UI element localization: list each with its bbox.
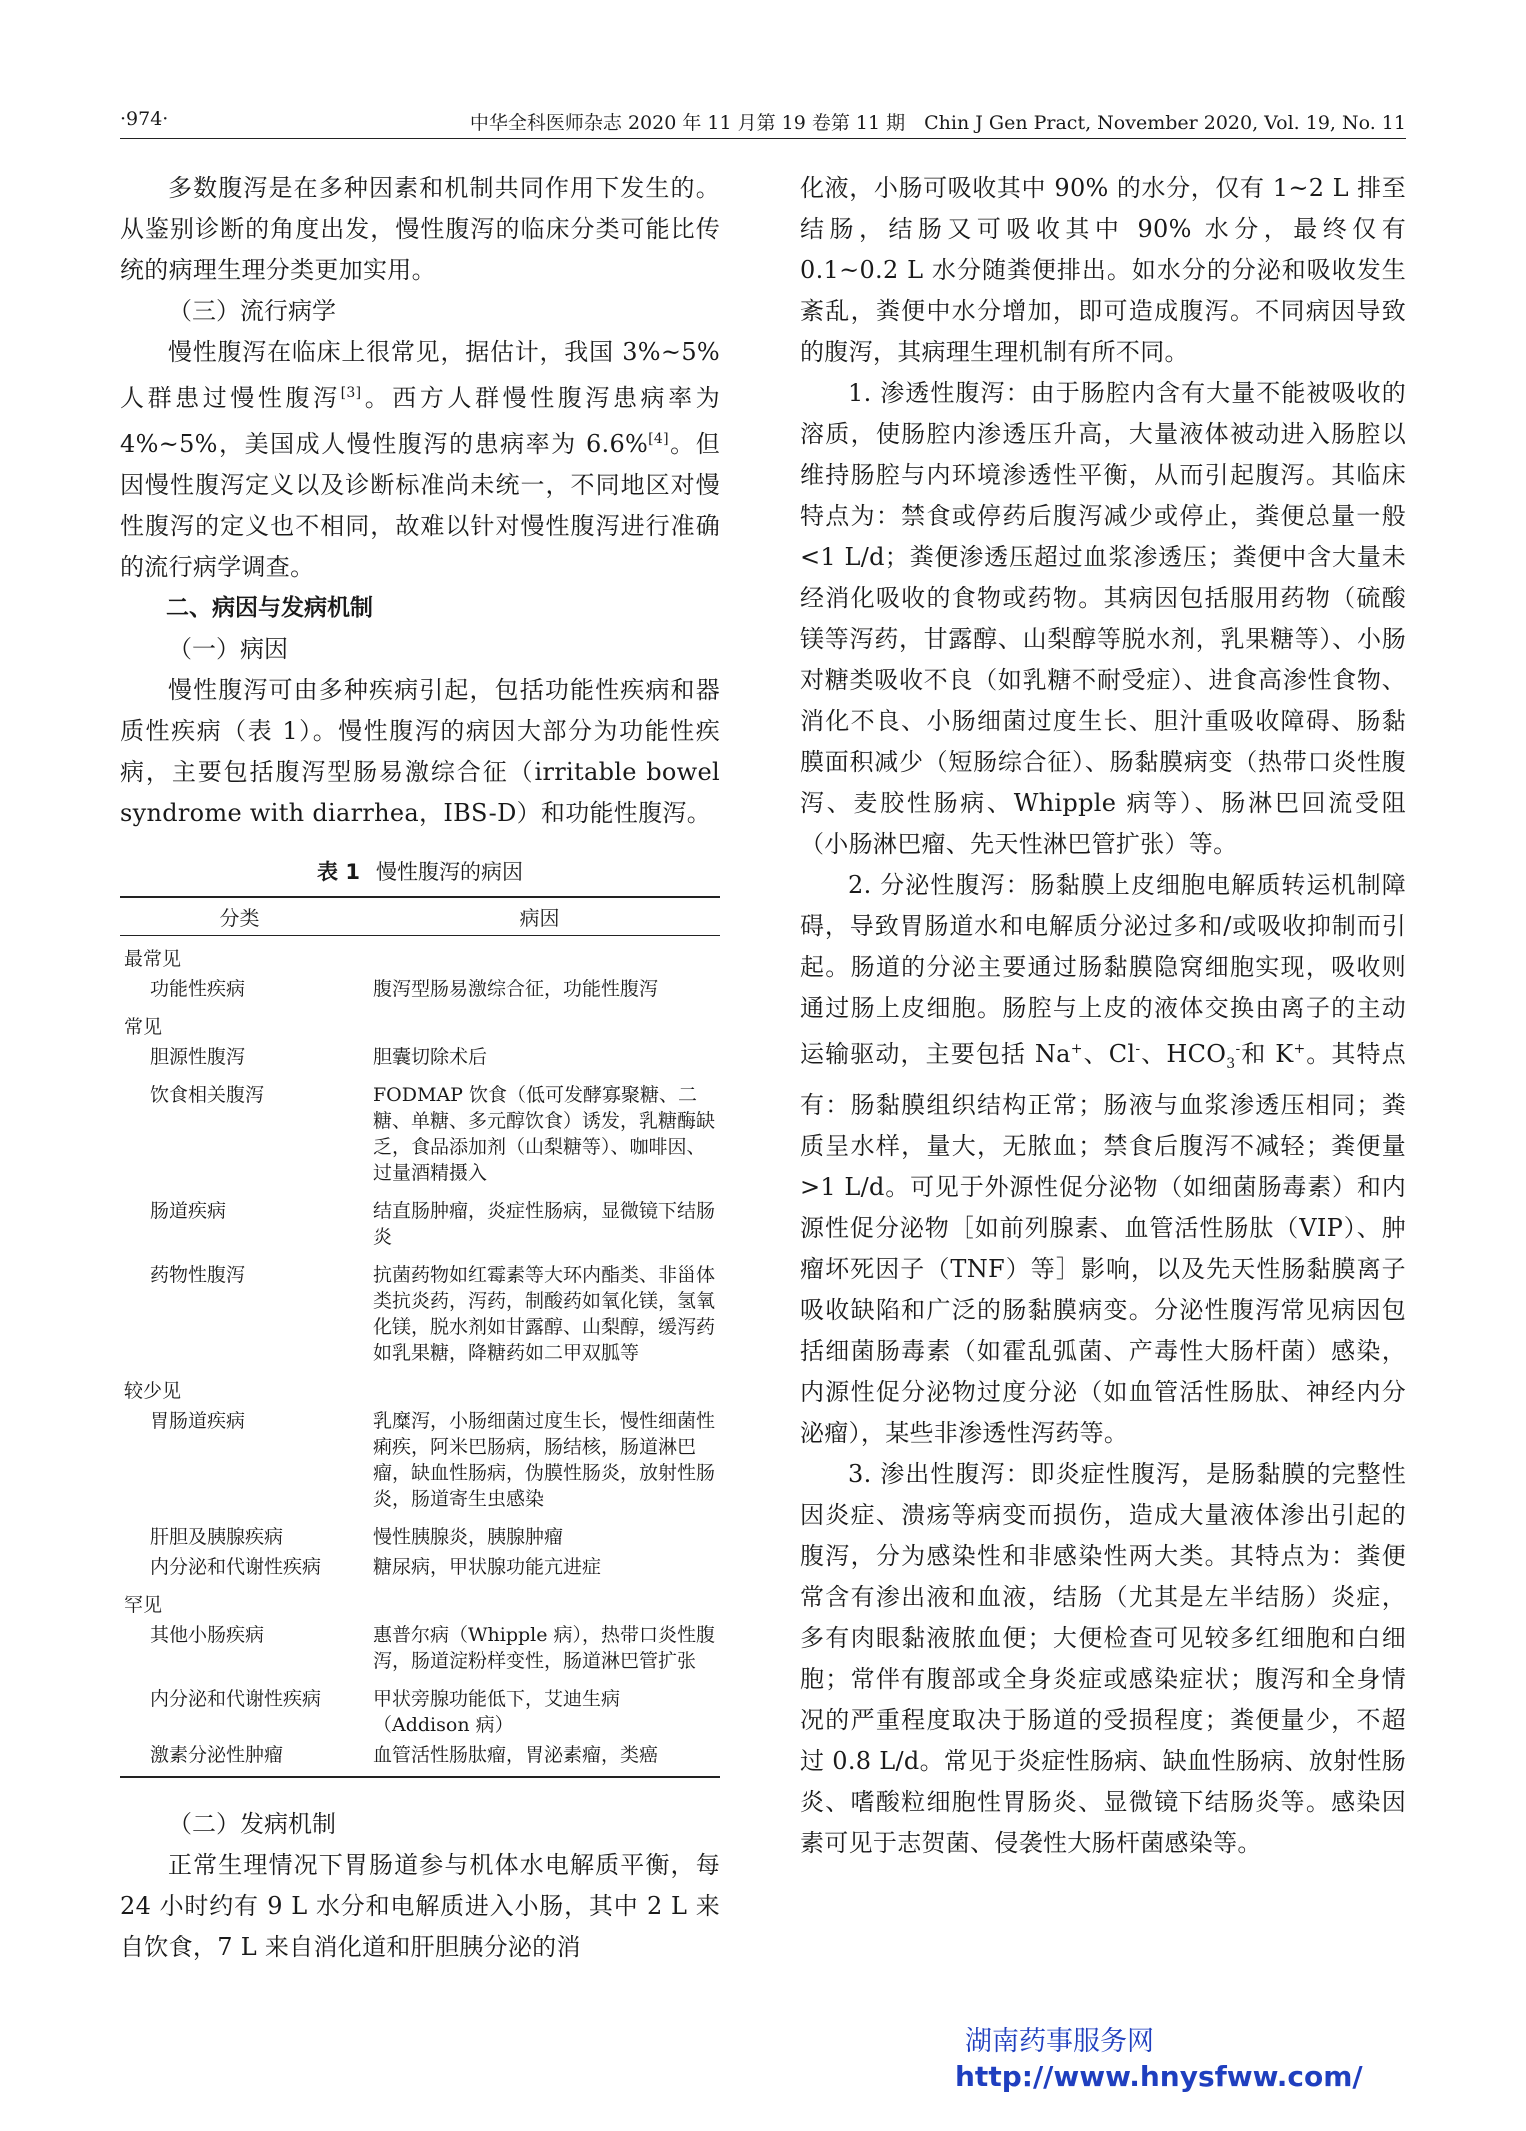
- cause-cell: FODMAP 饮食（低可发酵寡聚糖、二糖、单糖、多元醇饮食）诱发，乳糖酶缺乏，食品添加剂（山梨糖等）、咖啡因、过量酒精摄入: [373, 1084, 716, 1184]
- cause-cell: 慢性胰腺炎，胰腺肿瘤: [373, 1526, 564, 1548]
- table-header-cause: 病因: [359, 897, 720, 936]
- category-cell: 肠道疾病: [150, 1200, 227, 1222]
- cause-cell: 胆囊切除术后: [373, 1046, 488, 1068]
- superscript: +: [1293, 1041, 1306, 1057]
- table-caption: [120, 856, 720, 886]
- table-header-category: 分类: [120, 897, 359, 936]
- table-title: 慢性腹泻的病因: [375, 860, 523, 884]
- table-row: [120, 1522, 720, 1552]
- cause-cell: 腹泻型肠易激综合征，功能性腹泻: [373, 978, 659, 1000]
- table-row: [120, 1196, 720, 1252]
- citation-ref-4: [4]: [648, 431, 669, 447]
- table-group-row: [120, 1012, 720, 1042]
- category-cell: 内分泌和代谢性疾病: [150, 1688, 322, 1710]
- journal-citation-line: 中华全科医师杂志 2020 年 11 月第 19 卷第 11 期 Chin J Gen Pract, November 2020, Vol. 19, No. 11: [469, 112, 1406, 134]
- paragraph-mechanism-continued: 化液，小肠可吸收其中 90% 的水分，仅有 1~2 L 排至结肠，结肠又可吸收其中 90% 水分，最终仅有 0.1~0.2 L 水分随粪便排出。如水分的分泌和吸收发生紊乱，粪便中水分增加，即可造成腹泻。不同病因导致的腹泻，其病理生理机制有所不同。: [800, 174, 1406, 366]
- watermark: [955, 2025, 1435, 2095]
- group-label: 常见: [124, 1016, 163, 1038]
- group-label: 罕见: [124, 1594, 163, 1616]
- watermark-site-name: 湖南药事服务网: [965, 2026, 1154, 2057]
- table-group-row: [120, 1376, 720, 1406]
- text-run: 。其特点有：肠黏膜组织结构正常；肠液与血浆渗透压相同；粪质呈水样，量大，无脓血；禁食后腹泻不减轻；粪便量>1 L/d。可见于外源性促分泌物（如细菌肠毒素）和内源性促分泌物［如前列腺素、血管活性肠肽（VIP）、肿瘤坏死因子（TNF）等］影响，以及先天性肠黏膜离子吸收缺陷和广泛的肠黏膜病变。分泌性腹泻常见病因包括细菌肠毒素（如霍乱弧菌、产毒性大肠杆菌）感染，内源性促分泌物过度分泌（如血管活性肠肽、神经内分泌瘤），某些非渗透性泻药等。: [800, 1040, 1406, 1447]
- table-row: [120, 1042, 720, 1072]
- heading-section-2: 二、病因与发病机制: [166, 595, 373, 621]
- table-row: [120, 1552, 720, 1582]
- paragraph-secretory-diarrhea: [800, 865, 1406, 1454]
- category-cell: 药物性腹泻: [150, 1264, 246, 1286]
- heading-etiology: （一）病因: [168, 635, 288, 663]
- text-run: 慢性腹泻在临床上很常见，据估计，我国 3%~5% 人群患过慢性腹泻: [120, 338, 720, 412]
- table-group-row: [120, 1590, 720, 1620]
- category-cell: 激素分泌性肿瘤: [120, 1740, 359, 1777]
- table-row: [120, 1080, 720, 1188]
- paragraph-epidemiology: [120, 332, 720, 588]
- paragraph-mechanism: 正常生理情况下胃肠道参与机体水电解质平衡，每 24 小时约有 9 L 水分和电解质进入小肠，其中 2 L 来自饮食，7 L 来自消化道和肝胆胰分泌的消: [120, 1851, 720, 1961]
- group-label: 最常见: [124, 948, 182, 970]
- cause-cell: 惠普尔病（Whipple 病），热带口炎性腹泻，肠道淀粉样变性，肠道淋巴管扩张: [373, 1624, 716, 1672]
- category-cell: 功能性疾病: [150, 978, 246, 1000]
- table-row: [120, 1406, 720, 1514]
- cause-cell: 糖尿病，甲状腺功能亢进症: [373, 1556, 602, 1578]
- paragraph-osmotic-diarrhea: 1. 渗透性腹泻：由于肠腔内含有大量不能被吸收的溶质，使肠腔内渗透压升高，大量液体被动进入肠腔以维持肠腔与内环境渗透性平衡，从而引起腹泻。其临床特点为：禁食或停药后腹泻减少或停止，粪便总量一般<1 L/d；粪便渗透压超过血浆渗透压；粪便中含大量未经消化吸收的食物或药物。其病因包括服用药物（硫酸镁等泻药，甘露醇、山梨醇等脱水剂，乳果糖等）、小肠对糖类吸收不良（如乳糖不耐受症）、进食高渗性食物、消化不良、小肠细菌过度生长、胆汁重吸收障碍、肠黏膜面积减少（短肠综合征）、肠黏膜病变（热带口炎性腹泻、麦胶性肠病、Whipple 病等）、肠淋巴回流受阻（小肠淋巴瘤、先天性淋巴管扩张）等。: [800, 379, 1406, 858]
- table-row: [120, 1684, 720, 1740]
- etiology-table: [120, 896, 720, 1778]
- text-run: 、HCO: [1140, 1040, 1227, 1068]
- category-cell: 其他小肠疾病: [150, 1624, 265, 1646]
- table-label: 表 1: [317, 860, 360, 884]
- watermark-url: http://www.hnysfww.com/: [955, 2060, 1363, 2093]
- cause-cell: 血管活性肠肽瘤，胃泌素瘤，类癌: [359, 1740, 720, 1777]
- page-number: ·974·: [120, 108, 169, 130]
- running-header: [120, 104, 1406, 139]
- superscript: -: [1235, 1041, 1241, 1057]
- paragraph-etiology: 慢性腹泻可由多种疾病引起，包括功能性疾病和器质性疾病（表 1）。慢性腹泻的病因大部分为功能性疾病，主要包括腹泻型肠易激综合征（irritable bowel syndrome with diarrhea，IBS-D）和功能性腹泻。: [120, 676, 720, 827]
- text-run: 2. 分泌性腹泻：肠黏膜上皮细胞电解质转运机制障碍，导致胃肠道水和电解质分泌过多和/或吸收抑制而引起。肠道的分泌主要通过肠黏膜隐窝细胞实现，吸收则通过肠上皮细胞。肠腔与上皮的液体交换由离子的主动运输驱动，主要包括 Na: [800, 871, 1406, 1068]
- category-cell: 饮食相关腹泻: [150, 1084, 265, 1106]
- heading-epidemiology: （三）流行病学: [168, 297, 336, 325]
- table-row: [120, 1740, 720, 1777]
- right-column: [800, 168, 1406, 1864]
- heading-mechanism: （二）发病机制: [168, 1810, 336, 1838]
- text-run: 和 K: [1240, 1040, 1294, 1068]
- group-label: 较少见: [124, 1380, 182, 1402]
- cause-cell: 抗菌药物如红霉素等大环内酯类、非甾体类抗炎药，泻药，制酸药如氧化镁，氢氧化镁，脱水剂如甘露醇、山梨醇，缓泻药如乳果糖，降糖药如二甲双胍等: [373, 1264, 716, 1364]
- paragraph-classification: 多数腹泻是在多种因素和机制共同作用下发生的。从鉴别诊断的角度出发，慢性腹泻的临床分类可能比传统的病理生理分类更加实用。: [120, 174, 720, 284]
- text-run: 。但因慢性腹泻定义以及诊断标准尚未统一，不同地区对慢性腹泻的定义也不相同，故难以针对慢性腹泻进行准确的流行病学调查。: [120, 430, 721, 581]
- table-row: [120, 974, 720, 1004]
- cause-cell: 结直肠肿瘤，炎症性肠病，显微镜下结肠炎: [373, 1200, 716, 1248]
- table-row: [120, 1260, 720, 1368]
- text-run: 、Cl: [1082, 1040, 1136, 1068]
- superscript: -: [1135, 1041, 1141, 1057]
- category-cell: 胆源性腹泻: [150, 1046, 246, 1068]
- category-cell: 胃肠道疾病: [150, 1410, 246, 1432]
- table-row: [120, 1620, 720, 1676]
- subscript: 3: [1226, 1055, 1236, 1072]
- paragraph-exudative-diarrhea: 3. 渗出性腹泻：即炎症性腹泻，是肠黏膜的完整性因炎症、溃疡等病变而损伤，造成大量液体渗出引起的腹泻，分为感染性和非感染性两大类。其特点为：粪便常含有渗出液和血液，结肠（尤其是左半结肠）炎症，多有肉眼黏液脓血便；大便检查可见较多红细胞和白细胞；常伴有腹部或全身炎症或感染症状；腹泻和全身情况的严重程度取决于肠道的受损程度；粪便量少，不超过 0.8 L/d。常见于炎症性肠病、缺血性肠病、放射性肠炎、嗜酸粒细胞性胃肠炎、显微镜下结肠炎等。感染因素可见于志贺菌、侵袭性大肠杆菌感染等。: [800, 1459, 1406, 1857]
- table-group-row: [120, 944, 720, 974]
- superscript: +: [1070, 1041, 1083, 1057]
- category-cell: 肝胆及胰腺疾病: [150, 1526, 284, 1548]
- citation-ref-3: [3]: [340, 385, 362, 401]
- cause-cell: 乳糜泻，小肠细菌过度生长，慢性细菌性痢疾，阿米巴肠病，肠结核，肠道淋巴瘤，缺血性肠病，伪膜性肠炎，放射性肠炎，肠道寄生虫感染: [373, 1410, 716, 1510]
- text-run: 。西方人群慢性腹泻患病率为 4%~5%，美国成人慢性腹泻的患病率为 6.6%: [120, 384, 720, 458]
- category-cell: 内分泌和代谢性疾病: [150, 1556, 322, 1578]
- cause-cell: 甲状旁腺功能低下，艾迪生病（Addison 病）: [373, 1688, 621, 1736]
- left-column: [120, 168, 720, 1968]
